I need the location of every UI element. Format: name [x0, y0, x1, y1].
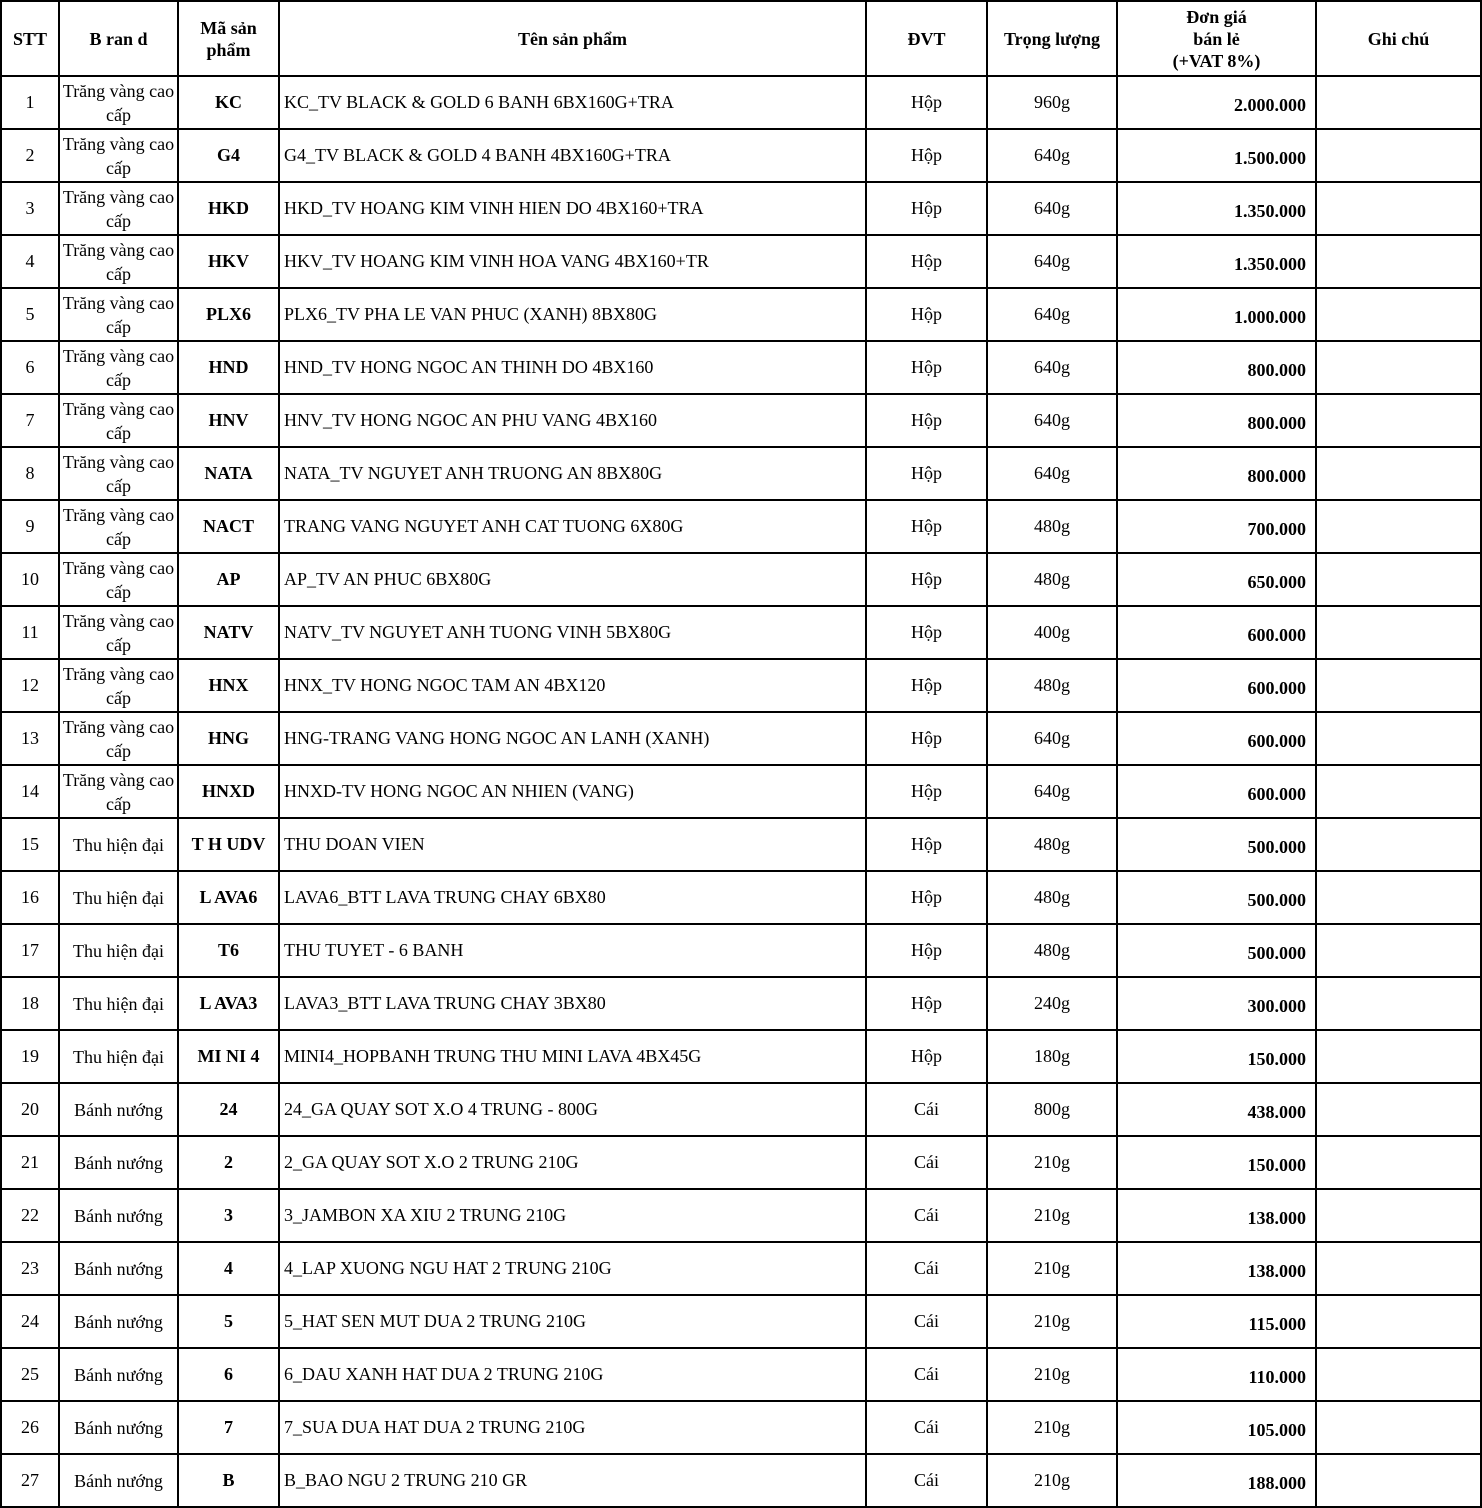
- cell-note: [1316, 341, 1481, 394]
- cell-unit: Cái: [866, 1454, 987, 1507]
- cell-product-code: NATV: [178, 606, 279, 659]
- cell-product-name: 2_GA QUAY SOT X.O 2 TRUNG 210G: [279, 1136, 866, 1189]
- cell-brand: Bánh nướng: [59, 1454, 178, 1507]
- cell-product-name: TRANG VANG NGUYET ANH CAT TUONG 6X80G: [279, 500, 866, 553]
- cell-note: [1316, 288, 1481, 341]
- table-row: [1, 924, 1481, 977]
- header-price: [1117, 1, 1316, 76]
- cell-brand: Trăng vàng cao cấp: [59, 606, 178, 659]
- table-body: [1, 76, 1481, 1507]
- cell-product-name: THU DOAN VIEN: [279, 818, 866, 871]
- table-row: [1, 712, 1481, 765]
- table-row: [1, 235, 1481, 288]
- cell-stt: 26: [1, 1401, 59, 1454]
- cell-product-code: 3: [178, 1189, 279, 1242]
- cell-product-name: NATA_TV NGUYET ANH TRUONG AN 8BX80G: [279, 447, 866, 500]
- cell-weight: 480g: [987, 500, 1117, 553]
- table-row: [1, 129, 1481, 182]
- cell-product-name: HNG-TRANG VANG HONG NGOC AN LANH (XANH): [279, 712, 866, 765]
- cell-weight: 210g: [987, 1136, 1117, 1189]
- cell-brand: Thu hiện đại: [59, 924, 178, 977]
- cell-price: 700.000: [1117, 500, 1316, 553]
- cell-stt: 24: [1, 1295, 59, 1348]
- cell-note: [1316, 1136, 1481, 1189]
- table-header: [1, 1, 1481, 76]
- cell-unit: Hộp: [866, 235, 987, 288]
- cell-unit: Cái: [866, 1348, 987, 1401]
- cell-unit: Cái: [866, 1136, 987, 1189]
- cell-stt: 15: [1, 818, 59, 871]
- cell-weight: 960g: [987, 76, 1117, 129]
- cell-stt: 16: [1, 871, 59, 924]
- cell-note: [1316, 1401, 1481, 1454]
- cell-unit: Hộp: [866, 712, 987, 765]
- cell-unit: Hộp: [866, 871, 987, 924]
- cell-note: [1316, 1189, 1481, 1242]
- cell-product-name: 6_DAU XANH HAT DUA 2 TRUNG 210G: [279, 1348, 866, 1401]
- cell-unit: Hộp: [866, 659, 987, 712]
- cell-note: [1316, 1295, 1481, 1348]
- cell-product-code: KC: [178, 76, 279, 129]
- header-stt: STT: [1, 1, 59, 76]
- cell-brand: Bánh nướng: [59, 1136, 178, 1189]
- cell-stt: 9: [1, 500, 59, 553]
- cell-weight: 210g: [987, 1454, 1117, 1507]
- cell-note: [1316, 712, 1481, 765]
- cell-brand: Thu hiện đại: [59, 871, 178, 924]
- cell-stt: 8: [1, 447, 59, 500]
- cell-price: 600.000: [1117, 606, 1316, 659]
- cell-unit: Cái: [866, 1401, 987, 1454]
- table-row: [1, 818, 1481, 871]
- table-row: [1, 1030, 1481, 1083]
- cell-product-name: G4_TV BLACK & GOLD 4 BANH 4BX160G+TRA: [279, 129, 866, 182]
- cell-unit: Cái: [866, 1295, 987, 1348]
- cell-unit: Hộp: [866, 76, 987, 129]
- cell-unit: Hộp: [866, 182, 987, 235]
- cell-brand: Trăng vàng cao cấp: [59, 500, 178, 553]
- cell-note: [1316, 394, 1481, 447]
- cell-stt: 12: [1, 659, 59, 712]
- table-row: [1, 447, 1481, 500]
- cell-brand: Thu hiện đại: [59, 1030, 178, 1083]
- cell-brand: Trăng vàng cao cấp: [59, 76, 178, 129]
- cell-price: 138.000: [1117, 1189, 1316, 1242]
- cell-product-name: PLX6_TV PHA LE VAN PHUC (XANH) 8BX80G: [279, 288, 866, 341]
- cell-product-code: 2: [178, 1136, 279, 1189]
- cell-price: 800.000: [1117, 341, 1316, 394]
- cell-weight: 210g: [987, 1348, 1117, 1401]
- header-price-line3: (+VAT 8%): [1172, 50, 1261, 71]
- cell-price: 500.000: [1117, 924, 1316, 977]
- cell-price: 110.000: [1117, 1348, 1316, 1401]
- cell-price: 800.000: [1117, 394, 1316, 447]
- cell-brand: Bánh nướng: [59, 1295, 178, 1348]
- header-price-line2: bán lẻ: [1193, 28, 1240, 49]
- cell-brand: Bánh nướng: [59, 1348, 178, 1401]
- cell-weight: 640g: [987, 712, 1117, 765]
- cell-product-name: LAVA6_BTT LAVA TRUNG CHAY 6BX80: [279, 871, 866, 924]
- cell-unit: Hộp: [866, 977, 987, 1030]
- cell-price: 600.000: [1117, 659, 1316, 712]
- table-row: [1, 765, 1481, 818]
- header-product-code-line2: phẩm: [206, 39, 251, 60]
- cell-price: 600.000: [1117, 712, 1316, 765]
- cell-unit: Cái: [866, 1242, 987, 1295]
- table-row: [1, 1189, 1481, 1242]
- cell-stt: 11: [1, 606, 59, 659]
- table-row: [1, 553, 1481, 606]
- cell-weight: 640g: [987, 288, 1117, 341]
- header-note: Ghi chú: [1316, 1, 1481, 76]
- cell-note: [1316, 765, 1481, 818]
- cell-price: 1.350.000: [1117, 182, 1316, 235]
- cell-unit: Hộp: [866, 500, 987, 553]
- cell-brand: Trăng vàng cao cấp: [59, 235, 178, 288]
- cell-note: [1316, 1348, 1481, 1401]
- cell-weight: 480g: [987, 924, 1117, 977]
- cell-price: 600.000: [1117, 765, 1316, 818]
- cell-note: [1316, 500, 1481, 553]
- table-row: [1, 1454, 1481, 1507]
- cell-weight: 640g: [987, 182, 1117, 235]
- cell-product-code: 4: [178, 1242, 279, 1295]
- header-unit: ĐVT: [866, 1, 987, 76]
- cell-stt: 5: [1, 288, 59, 341]
- cell-brand: Bánh nướng: [59, 1242, 178, 1295]
- cell-price: 438.000: [1117, 1083, 1316, 1136]
- table-row: [1, 500, 1481, 553]
- cell-product-code: NACT: [178, 500, 279, 553]
- header-product-code: [178, 1, 279, 76]
- table-row: [1, 659, 1481, 712]
- cell-weight: 180g: [987, 1030, 1117, 1083]
- cell-product-name: 4_LAP XUONG NGU HAT 2 TRUNG 210G: [279, 1242, 866, 1295]
- cell-brand: Trăng vàng cao cấp: [59, 182, 178, 235]
- cell-price: 1.000.000: [1117, 288, 1316, 341]
- cell-product-name: HND_TV HONG NGOC AN THINH DO 4BX160: [279, 341, 866, 394]
- table-row: [1, 1083, 1481, 1136]
- cell-weight: 480g: [987, 871, 1117, 924]
- cell-product-code: 7: [178, 1401, 279, 1454]
- cell-product-code: HKD: [178, 182, 279, 235]
- cell-note: [1316, 182, 1481, 235]
- cell-unit: Hộp: [866, 129, 987, 182]
- cell-stt: 10: [1, 553, 59, 606]
- cell-price: 115.000: [1117, 1295, 1316, 1348]
- cell-stt: 1: [1, 76, 59, 129]
- cell-stt: 3: [1, 182, 59, 235]
- cell-note: [1316, 447, 1481, 500]
- cell-product-name: HKV_TV HOANG KIM VINH HOA VANG 4BX160+TR: [279, 235, 866, 288]
- cell-weight: 240g: [987, 977, 1117, 1030]
- cell-brand: Bánh nướng: [59, 1401, 178, 1454]
- cell-stt: 7: [1, 394, 59, 447]
- cell-product-name: HNV_TV HONG NGOC AN PHU VANG 4BX160: [279, 394, 866, 447]
- cell-note: [1316, 659, 1481, 712]
- cell-stt: 17: [1, 924, 59, 977]
- cell-product-code: T6: [178, 924, 279, 977]
- cell-weight: 640g: [987, 235, 1117, 288]
- table-row: [1, 1348, 1481, 1401]
- cell-brand: Trăng vàng cao cấp: [59, 341, 178, 394]
- cell-product-name: B_BAO NGU 2 TRUNG 210 GR: [279, 1454, 866, 1507]
- cell-unit: Hộp: [866, 924, 987, 977]
- cell-stt: 19: [1, 1030, 59, 1083]
- cell-product-code: HNX: [178, 659, 279, 712]
- cell-product-code: 6: [178, 1348, 279, 1401]
- cell-price: 1.350.000: [1117, 235, 1316, 288]
- cell-unit: Hộp: [866, 606, 987, 659]
- table-row: [1, 1242, 1481, 1295]
- cell-brand: Trăng vàng cao cấp: [59, 659, 178, 712]
- cell-product-name: 7_SUA DUA HAT DUA 2 TRUNG 210G: [279, 1401, 866, 1454]
- cell-stt: 4: [1, 235, 59, 288]
- cell-price: 188.000: [1117, 1454, 1316, 1507]
- cell-product-code: MI NI 4: [178, 1030, 279, 1083]
- cell-stt: 13: [1, 712, 59, 765]
- header-product-code-line1: Mã sản: [200, 17, 257, 38]
- cell-brand: Trăng vàng cao cấp: [59, 765, 178, 818]
- cell-weight: 640g: [987, 394, 1117, 447]
- header-row: [1, 1, 1481, 76]
- cell-stt: 18: [1, 977, 59, 1030]
- cell-note: [1316, 76, 1481, 129]
- cell-product-name: 5_HAT SEN MUT DUA 2 TRUNG 210G: [279, 1295, 866, 1348]
- cell-price: 105.000: [1117, 1401, 1316, 1454]
- cell-unit: Hộp: [866, 341, 987, 394]
- cell-product-code: HNXD: [178, 765, 279, 818]
- cell-note: [1316, 1030, 1481, 1083]
- cell-price: 500.000: [1117, 871, 1316, 924]
- cell-weight: 800g: [987, 1083, 1117, 1136]
- cell-brand: Trăng vàng cao cấp: [59, 447, 178, 500]
- cell-brand: Thu hiện đại: [59, 818, 178, 871]
- cell-price: 500.000: [1117, 818, 1316, 871]
- table-row: [1, 76, 1481, 129]
- cell-weight: 640g: [987, 341, 1117, 394]
- cell-price: 800.000: [1117, 447, 1316, 500]
- header-price-line1: Đơn giá: [1186, 6, 1247, 27]
- cell-product-code: HND: [178, 341, 279, 394]
- cell-note: [1316, 977, 1481, 1030]
- cell-product-name: KC_TV BLACK & GOLD 6 BANH 6BX160G+TRA: [279, 76, 866, 129]
- cell-brand: Bánh nướng: [59, 1083, 178, 1136]
- cell-product-code: L AVA6: [178, 871, 279, 924]
- table-row: [1, 1295, 1481, 1348]
- cell-stt: 23: [1, 1242, 59, 1295]
- cell-product-name: HKD_TV HOANG KIM VINH HIEN DO 4BX160+TRA: [279, 182, 866, 235]
- cell-product-code: G4: [178, 129, 279, 182]
- header-product-name: Tên sản phẩm: [279, 1, 866, 76]
- cell-weight: 480g: [987, 659, 1117, 712]
- table-row: [1, 977, 1481, 1030]
- cell-product-code: NATA: [178, 447, 279, 500]
- cell-price: 300.000: [1117, 977, 1316, 1030]
- cell-note: [1316, 235, 1481, 288]
- cell-brand: Thu hiện đại: [59, 977, 178, 1030]
- cell-unit: Hộp: [866, 447, 987, 500]
- cell-brand: Trăng vàng cao cấp: [59, 288, 178, 341]
- cell-unit: Hộp: [866, 394, 987, 447]
- cell-note: [1316, 553, 1481, 606]
- cell-brand: Trăng vàng cao cấp: [59, 553, 178, 606]
- cell-product-code: 5: [178, 1295, 279, 1348]
- cell-note: [1316, 1454, 1481, 1507]
- cell-product-name: HNX_TV HONG NGOC TAM AN 4BX120: [279, 659, 866, 712]
- cell-stt: 6: [1, 341, 59, 394]
- table-row: [1, 1136, 1481, 1189]
- cell-unit: Hộp: [866, 1030, 987, 1083]
- cell-weight: 640g: [987, 129, 1117, 182]
- cell-brand: Trăng vàng cao cấp: [59, 129, 178, 182]
- cell-weight: 210g: [987, 1295, 1117, 1348]
- header-weight: Trọng lượng: [987, 1, 1117, 76]
- cell-weight: 640g: [987, 447, 1117, 500]
- cell-brand: Bánh nướng: [59, 1189, 178, 1242]
- table-row: [1, 288, 1481, 341]
- cell-unit: Hộp: [866, 553, 987, 606]
- cell-weight: 210g: [987, 1189, 1117, 1242]
- cell-unit: Cái: [866, 1189, 987, 1242]
- cell-product-name: 24_GA QUAY SOT X.O 4 TRUNG - 800G: [279, 1083, 866, 1136]
- cell-brand: Trăng vàng cao cấp: [59, 712, 178, 765]
- cell-weight: 480g: [987, 553, 1117, 606]
- cell-weight: 480g: [987, 818, 1117, 871]
- cell-price: 138.000: [1117, 1242, 1316, 1295]
- cell-stt: 2: [1, 129, 59, 182]
- cell-stt: 25: [1, 1348, 59, 1401]
- cell-product-code: B: [178, 1454, 279, 1507]
- cell-price: 2.000.000: [1117, 76, 1316, 129]
- cell-stt: 21: [1, 1136, 59, 1189]
- cell-weight: 210g: [987, 1242, 1117, 1295]
- cell-note: [1316, 606, 1481, 659]
- cell-product-code: L AVA3: [178, 977, 279, 1030]
- cell-price: 150.000: [1117, 1136, 1316, 1189]
- cell-product-name: 3_JAMBON XA XIU 2 TRUNG 210G: [279, 1189, 866, 1242]
- cell-price: 150.000: [1117, 1030, 1316, 1083]
- cell-stt: 27: [1, 1454, 59, 1507]
- cell-note: [1316, 1083, 1481, 1136]
- cell-product-name: HNXD-TV HONG NGOC AN NHIEN (VANG): [279, 765, 866, 818]
- cell-product-code: HNG: [178, 712, 279, 765]
- table-row: [1, 871, 1481, 924]
- cell-unit: Hộp: [866, 818, 987, 871]
- cell-product-code: HKV: [178, 235, 279, 288]
- cell-note: [1316, 871, 1481, 924]
- cell-product-code: PLX6: [178, 288, 279, 341]
- cell-product-name: MINI4_HOPBANH TRUNG THU MINI LAVA 4BX45G: [279, 1030, 866, 1083]
- header-brand: B ran d: [59, 1, 178, 76]
- cell-stt: 22: [1, 1189, 59, 1242]
- cell-product-code: HNV: [178, 394, 279, 447]
- cell-stt: 14: [1, 765, 59, 818]
- table-row: [1, 606, 1481, 659]
- table-row: [1, 182, 1481, 235]
- cell-product-name: AP_TV AN PHUC 6BX80G: [279, 553, 866, 606]
- cell-stt: 20: [1, 1083, 59, 1136]
- cell-product-code: AP: [178, 553, 279, 606]
- cell-weight: 210g: [987, 1401, 1117, 1454]
- cell-weight: 640g: [987, 765, 1117, 818]
- cell-product-code: T H UDV: [178, 818, 279, 871]
- table-row: [1, 394, 1481, 447]
- cell-note: [1316, 818, 1481, 871]
- cell-product-name: THU TUYET - 6 BANH: [279, 924, 866, 977]
- cell-product-name: LAVA3_BTT LAVA TRUNG CHAY 3BX80: [279, 977, 866, 1030]
- cell-note: [1316, 924, 1481, 977]
- cell-brand: Trăng vàng cao cấp: [59, 394, 178, 447]
- cell-unit: Cái: [866, 1083, 987, 1136]
- cell-note: [1316, 129, 1481, 182]
- cell-weight: 400g: [987, 606, 1117, 659]
- cell-price: 650.000: [1117, 553, 1316, 606]
- table-row: [1, 341, 1481, 394]
- cell-product-name: NATV_TV NGUYET ANH TUONG VINH 5BX80G: [279, 606, 866, 659]
- cell-product-code: 24: [178, 1083, 279, 1136]
- cell-unit: Hộp: [866, 288, 987, 341]
- table-row: [1, 1401, 1481, 1454]
- cell-price: 1.500.000: [1117, 129, 1316, 182]
- cell-note: [1316, 1242, 1481, 1295]
- cell-unit: Hộp: [866, 765, 987, 818]
